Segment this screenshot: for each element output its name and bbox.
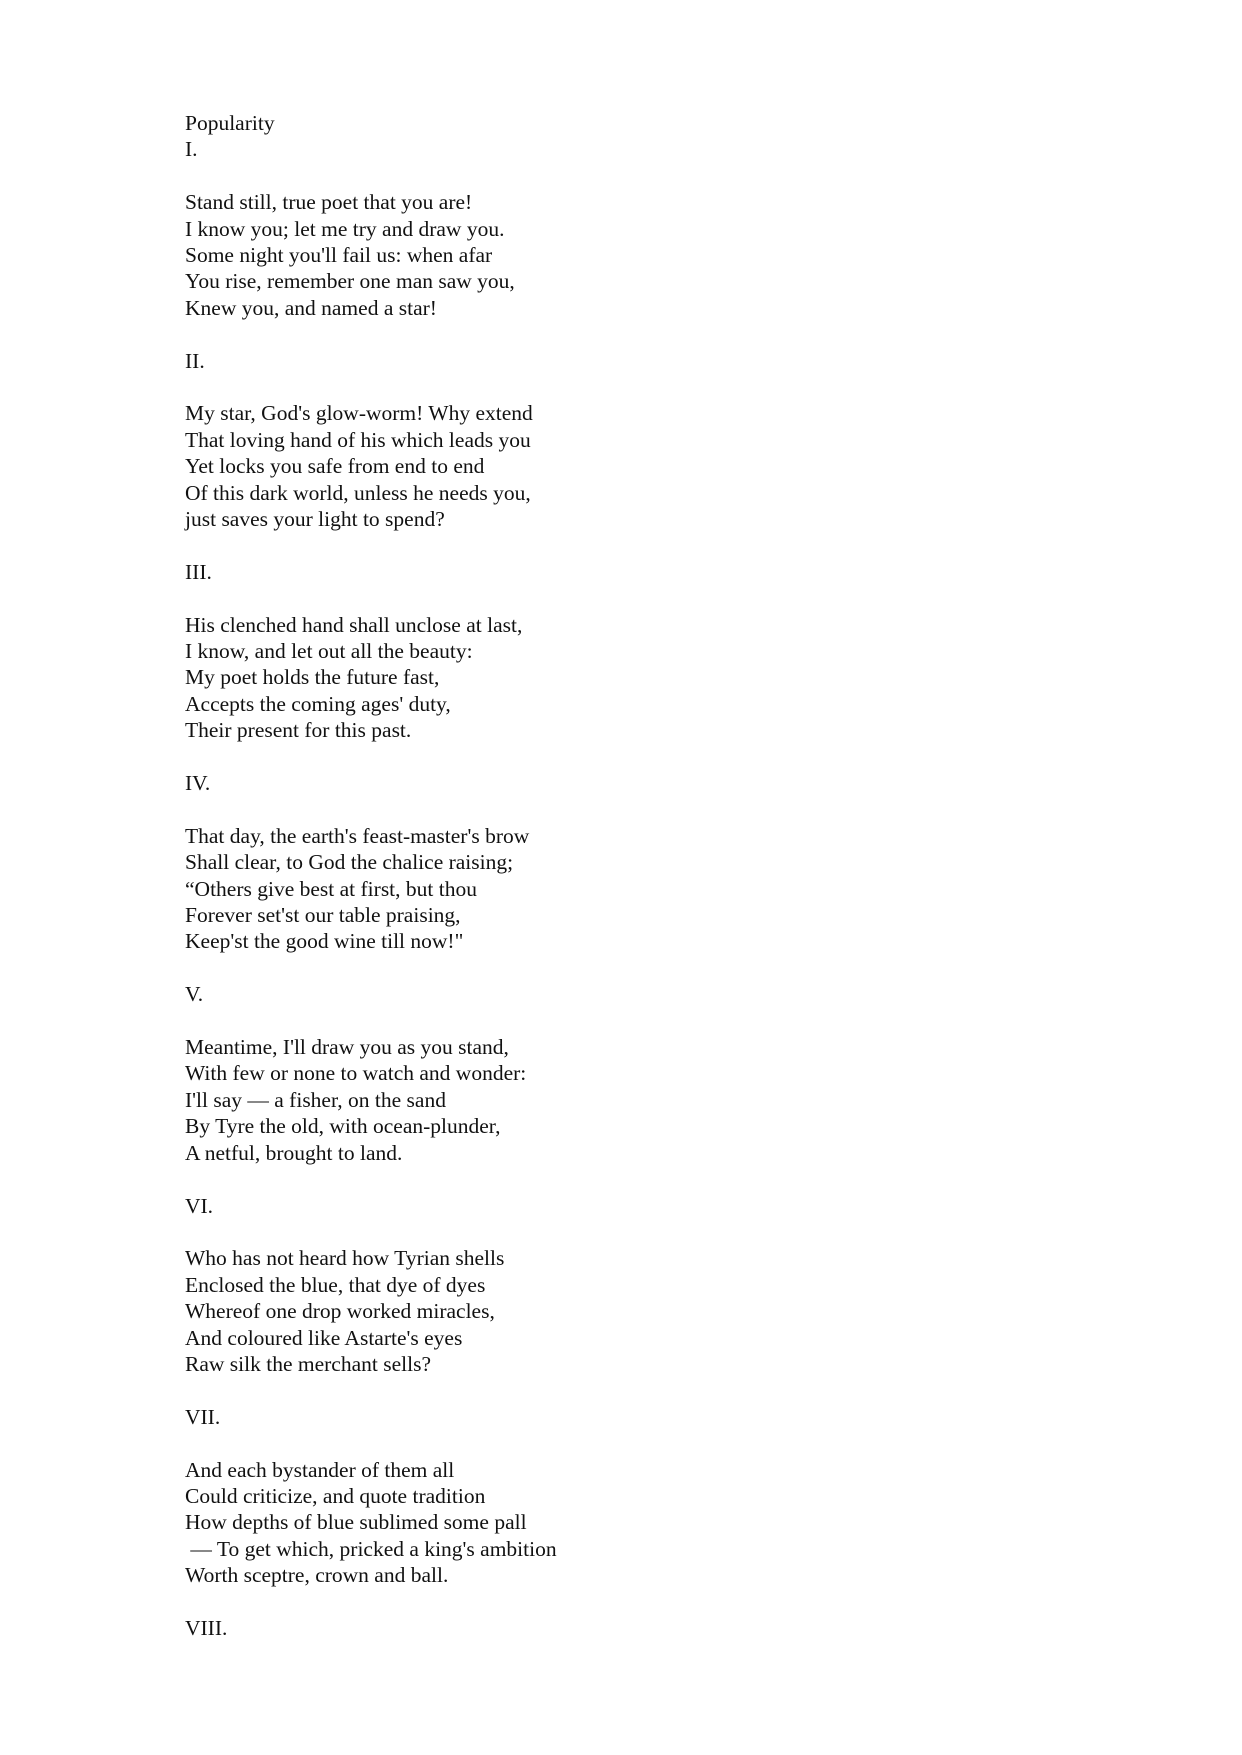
poem-line: You rise, remember one man saw you, [185, 269, 515, 294]
poem-line: Accepts the coming ages' duty, [185, 691, 451, 716]
poem-page [185, 110, 1085, 1641]
blank-line [185, 163, 1085, 189]
stanza-7 [185, 1457, 1085, 1589]
blank-line [185, 1589, 1085, 1615]
blank-line [185, 796, 1085, 822]
blank-line [185, 1377, 1085, 1403]
blank-line [185, 374, 1085, 400]
poem-title: Popularity [185, 111, 275, 135]
poem-line: Some night you'll fail us: when afar [185, 243, 493, 268]
poem-line: And each bystander of them all [185, 1457, 455, 1482]
stanza-6 [185, 1245, 1085, 1377]
stanza-2 [185, 400, 1085, 532]
blank-line [185, 1430, 1085, 1456]
poem-line: And coloured like Astarte's eyes [185, 1325, 463, 1350]
poem-line: My star, God's glow-worm! Why extend [185, 401, 533, 426]
stanza-4 [185, 823, 1085, 955]
stanza-3 [185, 612, 1085, 744]
blank-line [185, 532, 1085, 558]
blank-line [185, 1008, 1085, 1034]
blank-line [185, 1166, 1085, 1192]
blank-line [185, 955, 1085, 981]
poem-line: I'll say — a fisher, on the sand [185, 1087, 446, 1112]
poem-line: Yet locks you safe from end to end [185, 454, 485, 479]
stanza-numeral: VI. [185, 1193, 214, 1218]
poem-line: Who has not heard how Tyrian shells [185, 1246, 505, 1271]
poem-line: Meantime, I'll draw you as you stand, [185, 1035, 509, 1060]
blank-line [185, 321, 1085, 347]
stanza-numeral: II. [185, 348, 205, 373]
stanza-numeral: I. [185, 137, 198, 162]
stanza-numeral: V. [185, 982, 204, 1007]
poem-line: Enclosed the blue, that dye of dyes [185, 1272, 486, 1297]
poem-line: How depths of blue sublimed some pall [185, 1510, 527, 1535]
poem-line: Knew you, and named a star! [185, 295, 437, 320]
stanza-5 [185, 1034, 1085, 1166]
poem-line: A netful, brought to land. [185, 1140, 403, 1165]
poem-line: Could criticize, and quote tradition [185, 1483, 486, 1508]
poem-line: I know you; let me try and draw you. [185, 216, 505, 241]
poem-line: Of this dark world, unless he needs you, [185, 480, 531, 505]
poem-line: — To get which, pricked a king's ambition [185, 1536, 557, 1561]
poem-line: Keep'st the good wine till now!" [185, 929, 464, 954]
poem-line: Their present for this past. [185, 718, 412, 743]
stanza-numeral: III. [185, 559, 212, 584]
poem-line: Shall clear, to God the chalice raising; [185, 850, 514, 875]
poem-line: Forever set'st our table praising, [185, 903, 461, 928]
poem-line: His clenched hand shall unclose at last, [185, 612, 523, 637]
poem-line: “Others give best at first, but thou [185, 876, 477, 901]
poem-line: With few or none to watch and wonder: [185, 1061, 527, 1086]
poem-line: just saves your light to spend? [185, 507, 445, 532]
stanza-numeral: IV. [185, 771, 211, 796]
blank-line [185, 585, 1085, 611]
poem-line: By Tyre the old, with ocean-plunder, [185, 1114, 501, 1139]
poem-line: Stand still, true poet that you are! [185, 190, 473, 215]
blank-line [185, 1219, 1085, 1245]
poem-line: Raw silk the merchant sells? [185, 1351, 431, 1376]
stanza-numeral: VIII. [185, 1615, 228, 1640]
poem-line: That day, the earth's feast-master's brow [185, 823, 530, 848]
stanza-1 [185, 189, 1085, 321]
stanza-numeral: VII. [185, 1404, 221, 1429]
poem-line: Whereof one drop worked miracles, [185, 1299, 495, 1324]
poem-line: Worth sceptre, crown and ball. [185, 1563, 449, 1588]
poem-line: That loving hand of his which leads you [185, 427, 531, 452]
blank-line [185, 744, 1085, 770]
poem-line: I know, and let out all the beauty: [185, 639, 473, 664]
poem-line: My poet holds the future fast, [185, 665, 440, 690]
